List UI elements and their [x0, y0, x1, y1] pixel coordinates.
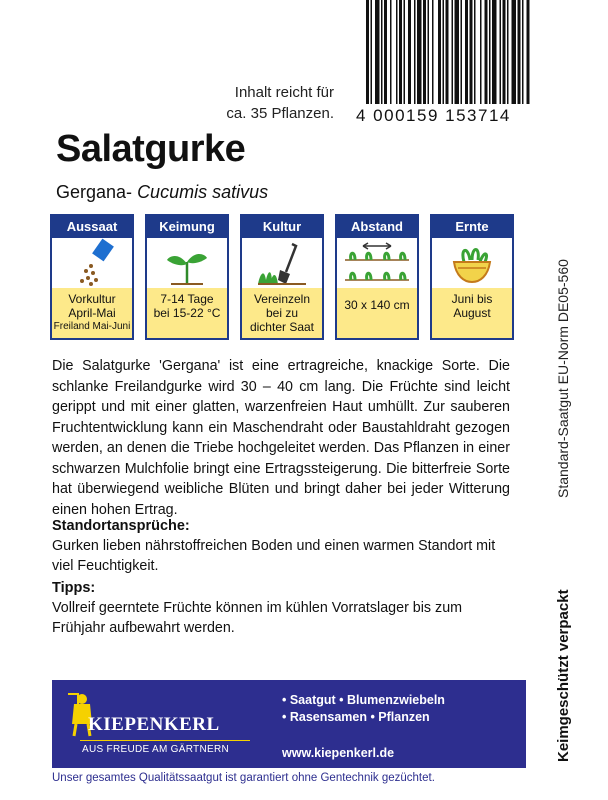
barcode-bar	[527, 0, 530, 104]
brand-product-list	[282, 692, 445, 726]
barcode	[362, 0, 584, 112]
barcode-bar	[470, 0, 473, 104]
info-line: Vereinzeln	[253, 292, 311, 306]
barcode-bar	[500, 0, 502, 104]
packing-note	[553, 530, 579, 770]
barcode-bar	[428, 0, 430, 104]
info-box-heading: Kultur	[242, 216, 322, 238]
barcode-bar	[432, 0, 434, 104]
barcode-bar	[492, 0, 497, 104]
barcode-bar	[381, 0, 383, 104]
barcode-bar	[443, 0, 445, 104]
location-heading: Standortansprüche:	[52, 518, 190, 534]
brand-url[interactable]: www.kiepenkerl.de	[282, 746, 395, 760]
info-line: Freiland Mai-Juni	[53, 321, 131, 332]
barcode-bar	[485, 0, 488, 104]
info-line: bei 15-22 °C	[153, 306, 221, 320]
product-subtitle	[56, 182, 268, 203]
info-box-heading: Abstand	[337, 216, 417, 238]
spade-icon	[242, 238, 322, 288]
barcode-bar	[446, 0, 449, 104]
barcode-bar	[518, 0, 521, 104]
barcode-bar	[366, 0, 369, 104]
barcode-bar	[455, 0, 460, 104]
info-box-heading: Keimung	[147, 216, 227, 238]
info-line: April-Mai	[68, 306, 116, 320]
barcode-bar	[489, 0, 491, 104]
packing-note-text: Keimgeschützt verpackt	[555, 589, 572, 762]
info-box-text	[147, 288, 227, 338]
location-text: Gurken lieben nährstoffreichen Boden und einen warmen Standort mit viel Feuchtigkeit.	[52, 538, 496, 574]
barcode-bar	[480, 0, 482, 104]
standard-note-text: Standard-Saatgut EU-Norm DE05-560	[555, 259, 571, 498]
barcode-bar	[396, 0, 398, 104]
barcode-bar	[522, 0, 524, 104]
info-box-aussaat	[50, 214, 134, 340]
harvest-bowl-icon	[432, 238, 512, 288]
content-note-line2: ca. 35 Pflanzen.	[226, 105, 334, 122]
info-line: August	[453, 306, 491, 320]
info-box-ernte	[430, 214, 514, 340]
latin-name: Cucumis sativus	[137, 182, 269, 202]
barcode-bar	[408, 0, 411, 104]
brand-divider	[80, 740, 250, 741]
tips-text: Vollreif geerntete Früchte können im kühlen Vorratslager bis zum Frühjahr aufbewahrt werden.	[52, 600, 463, 636]
seed-packet-icon	[52, 238, 132, 288]
barcode-bar	[417, 0, 422, 104]
info-box-keimung	[145, 214, 229, 340]
barcode-bar	[452, 0, 454, 104]
barcode-bar	[375, 0, 380, 104]
seedling-icon	[147, 238, 227, 288]
info-box-text	[242, 288, 322, 338]
tips-heading: Tipps:	[52, 580, 96, 596]
footer-note: Unser gesamtes Qualitätssaatgut ist garantiert ohne Gentechnik gezüchtet.	[52, 772, 435, 784]
content-note-line1: Inhalt reicht für	[234, 84, 334, 101]
info-line: Juni bis	[451, 292, 493, 306]
product-title: Salatgurke	[56, 128, 246, 170]
barcode-bar	[384, 0, 387, 104]
info-line: Vorkultur	[68, 292, 116, 306]
barcode-bar	[465, 0, 468, 104]
barcode-bar	[423, 0, 426, 104]
barcode-digits: 4 000159 153714	[356, 106, 511, 125]
barcode-bar	[438, 0, 441, 104]
barcode-bar	[503, 0, 506, 104]
barcode-bar	[461, 0, 463, 104]
spacing-icon	[337, 238, 417, 288]
standard-note	[553, 198, 579, 498]
brand-tagline: AUS FREUDE AM GÄRTNERN	[82, 744, 229, 755]
barcode-bar	[474, 0, 476, 104]
barcode-bar	[390, 0, 392, 104]
info-line: bei zu	[265, 306, 299, 320]
description: Die Salatgurke 'Gergana' ist eine ertragreiche, knackige Sorte. Die schlanke Freilandgurke wird 30 – 40 cm lang. Die Früchte sind leicht gerippt und mit einer glatten, warzenfreien Haut umhüllt. Zur sauberen Fruchtentwicklung kann ein Maschendraht oder Baustahldraht gezogen werden, an denen die Triebe hochgeleitet werden. Das Pflanzen in einer schwarzen Mulchfolie bringt eine Ertragssteigerung. Die bitterfreie Sorte hat überwiegend weibliche Blüten und bringt daher bei jeder Witterung einen hohen Ertrag.	[52, 358, 510, 518]
info-box-text	[337, 288, 417, 338]
content-note	[204, 82, 334, 124]
info-box-kultur	[240, 214, 324, 340]
barcode-bar	[404, 0, 406, 104]
info-box-abstand	[335, 214, 419, 340]
info-box-text	[432, 288, 512, 338]
info-line: 30 x 140 cm	[344, 298, 410, 312]
barcode-bar	[371, 0, 373, 104]
barcode-bar	[414, 0, 416, 104]
brand-product-line: • Rasensamen • Pflanzen	[282, 710, 430, 724]
info-box-heading: Ernte	[432, 216, 512, 238]
info-box-heading: Aussaat	[52, 216, 132, 238]
barcode-bar	[507, 0, 509, 104]
brand-name: KIEPENKERL	[88, 714, 220, 735]
barcode-bar	[399, 0, 402, 104]
barcode-bar	[512, 0, 517, 104]
brand-product-line: • Saatgut • Blumenzwiebeln	[282, 693, 445, 707]
variety-name: Gergana-	[56, 182, 133, 202]
info-line: 7-14 Tage	[160, 292, 214, 306]
info-box-text	[52, 288, 132, 338]
info-line: dichter Saat	[249, 320, 315, 334]
